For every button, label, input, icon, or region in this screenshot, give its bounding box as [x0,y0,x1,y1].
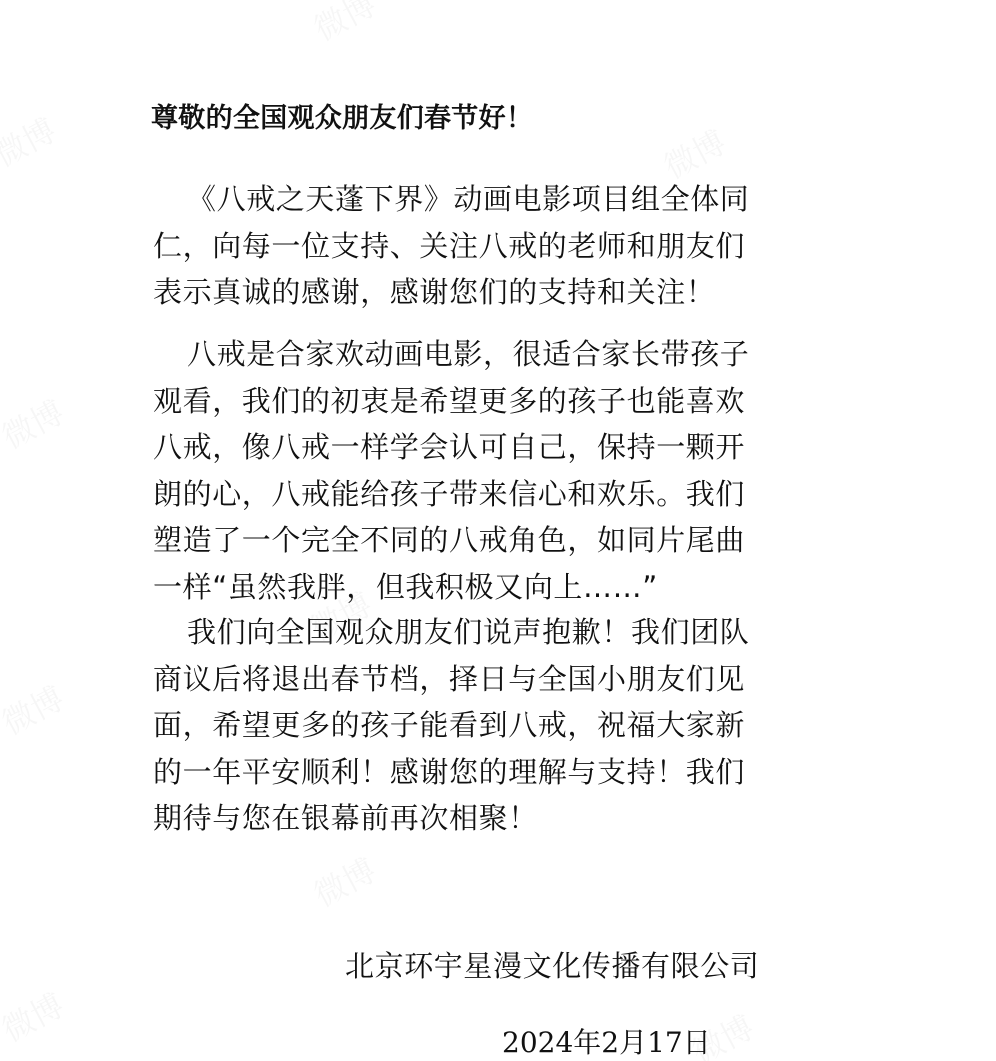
paragraph-line: 观看，我们的初衷是希望更多的孩子也能喜欢 [153,383,746,418]
watermark [0,106,63,177]
watermark [0,674,71,745]
paragraph-1 [153,176,853,316]
letter-title: 尊敬的全国观众朋友们春节好！ [151,103,534,134]
paragraph-line: 一样“虽然我胖，但我积极又向上……” [153,569,658,604]
paragraph-line: 商议后将退出春节档，择日与全国小朋友们见 [153,661,746,696]
watermark [0,981,71,1052]
paragraph-line: 塑造了一个完全不同的八戒角色，如同片尾曲 [153,523,746,557]
paragraph-line: 《八戒之天蓬下界》动画电影项目组全体同 [187,182,750,216]
paragraph-3 [153,609,853,842]
watermark [305,0,383,50]
paragraph-line: 表示真诚的感谢，感谢您们的支持和关注！ [153,275,716,309]
watermark [0,388,71,459]
paragraph-line: 面，希望更多的孩子能看到八戒，祝福大家新 [153,708,746,742]
letter-date: 2024年2月17日 [502,1026,711,1059]
paragraph-line: 八戒是合家欢动画电影，很适合家长带孩子 [187,337,750,371]
paragraph-line: 仁，向每一位支持、关注八戒的老师和朋友们 [153,228,746,263]
paragraph-line: 的一年平安顺利！感谢您的理解与支持！我们 [153,754,746,789]
paragraph-line: 八戒，像八戒一样学会认可自己，保持一颗开 [153,430,746,464]
watermark [305,846,383,917]
paragraph-2 [153,331,853,610]
paragraph-line: 朗的心，八戒能给孩子带来信心和欢乐。我们 [153,476,746,511]
paragraph-line: 我们向全国观众朋友们说声抱歉！我们团队 [187,615,750,649]
paragraph-line: 期待与您在银幕前再次相聚！ [153,801,538,835]
company-signature: 北京环宇星漫文化传播有限公司 [345,949,760,983]
